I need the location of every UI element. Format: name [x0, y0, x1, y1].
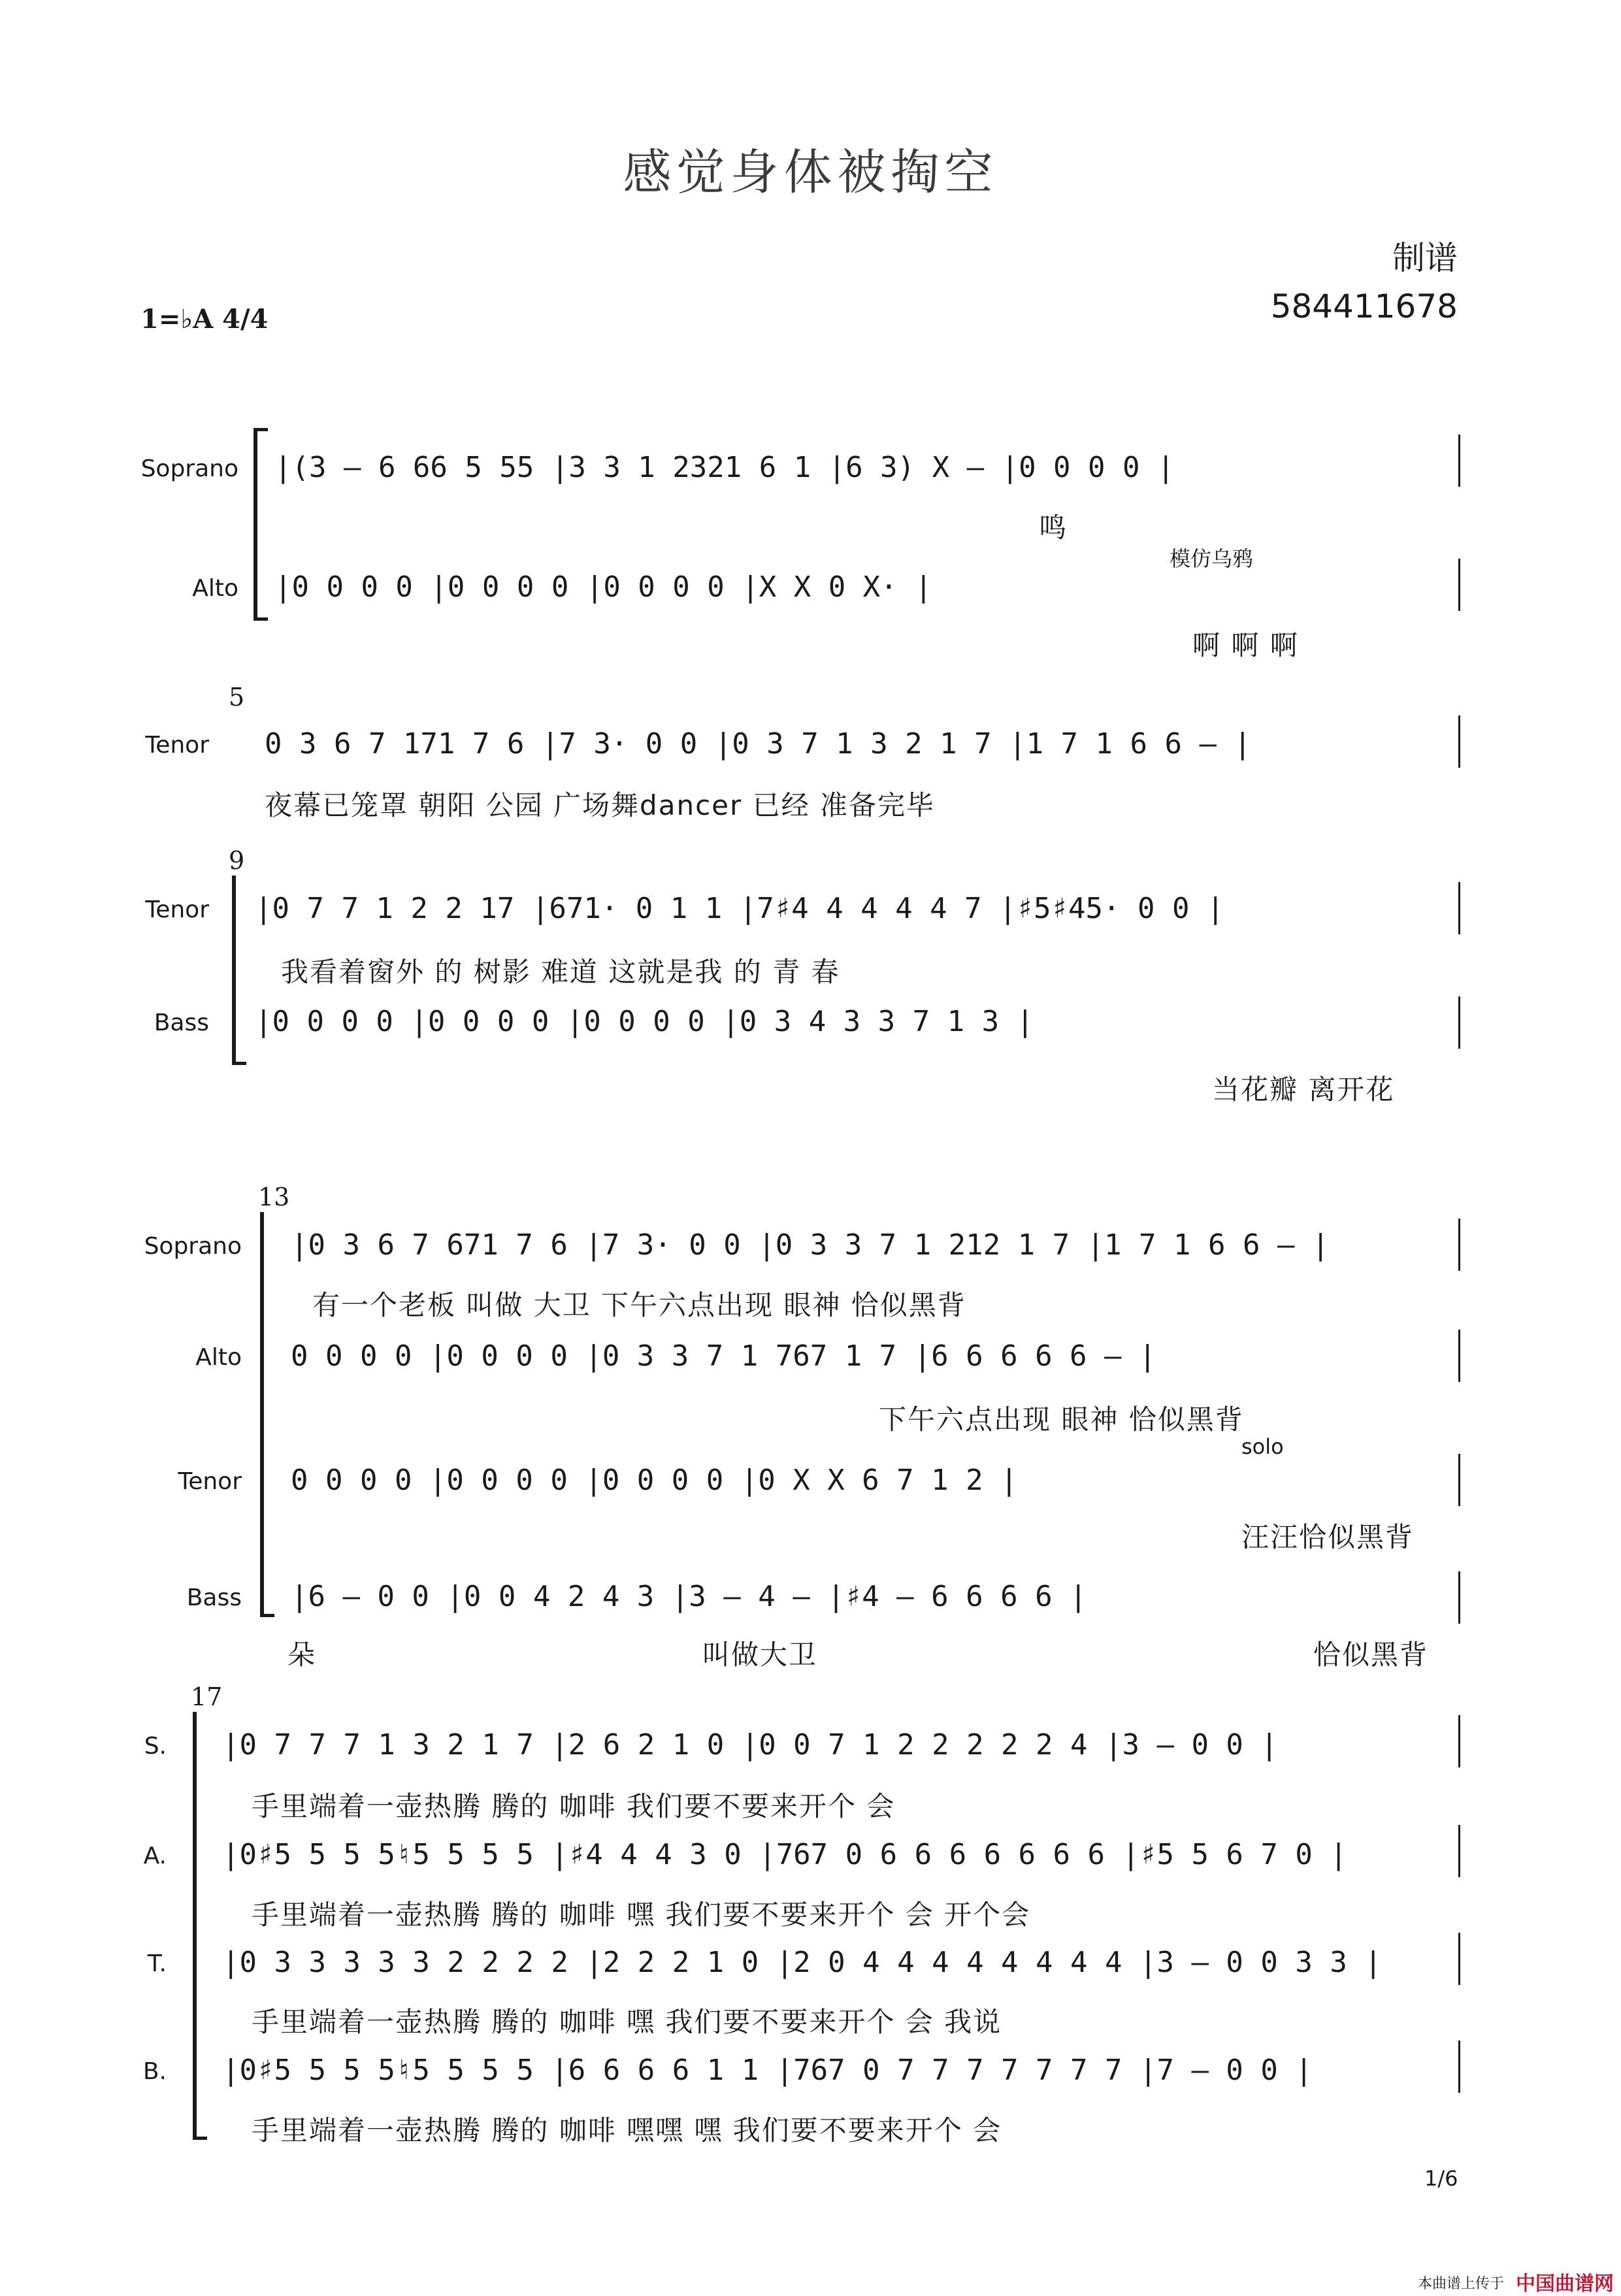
lyric-line: 手里端着一壶热腾 腾的 咖啡 嘿 我们要不要来开个 会 我说	[252, 2006, 1002, 2038]
bracket-cap	[254, 428, 268, 431]
lyric-line: 我看着窗外 的 树影 难道 这就是我 的 青 春	[281, 956, 840, 988]
site-logo: 中国曲谱网	[1516, 2272, 1614, 2295]
measure-number: 5	[229, 683, 245, 712]
barline	[1458, 1219, 1460, 1271]
notation-line: |0 7 7 1 2 2 17 |671· 0 1 1 |7♯4 4 4 4 4 7 |♯5♯45· 0 0 |	[255, 892, 1224, 925]
measure-number: 17	[191, 1682, 223, 1711]
barline	[1458, 559, 1460, 611]
lyric-line: 啊 啊 啊	[1192, 629, 1299, 661]
barline	[1458, 1715, 1460, 1767]
part-label: A.	[143, 1843, 167, 1869]
barline	[1458, 1330, 1460, 1382]
bracket-cap	[254, 617, 268, 621]
key-signature: 1=♭A 4/4	[140, 304, 269, 335]
lyric-line: 有一个老板 叫做 大卫 下午六点出现 眼神 恰似黑背	[312, 1289, 966, 1321]
notation-line: |0 0 0 0 |0 0 0 0 |0 0 0 0 |0 3 4 3 3 7 1 3 |	[255, 1005, 1034, 1038]
measure-number: 13	[258, 1183, 290, 1211]
credit-label: 制谱	[1392, 239, 1458, 277]
lyric-line: 手里端着一壶热腾 腾的 咖啡 我们要不要来开个 会	[252, 1790, 896, 1822]
barline	[1458, 1571, 1460, 1624]
part-label: Bass	[186, 1584, 242, 1611]
notation-line: |0♯5 5 5 5♮5 5 5 5 |6 6 6 6 1 1 |767 0 7 7 7 7 7 7 7 |7 – 0 0 |	[222, 2054, 1313, 2087]
lyric-line: 手里端着一壶热腾 腾的 咖啡 嘿嘿 嘿 我们要不要来开个 会	[252, 2114, 1002, 2146]
barline	[1458, 882, 1460, 934]
bracket-cap	[232, 1062, 246, 1065]
credit-id: 584411678	[1270, 287, 1458, 325]
notation-line: 0 3 6 7 171 7 6 |7 3· 0 0 |0 3 7 1 3 2 1 7 |1 7 1 6 6 – |	[265, 727, 1251, 761]
system-bracket	[260, 1212, 264, 1617]
bracket-cap	[193, 2137, 207, 2140]
lyric-line: 朵	[287, 1639, 317, 1671]
barline	[1458, 435, 1460, 487]
part-label: Tenor	[145, 896, 209, 923]
notation-line: |0 0 0 0 |0 0 0 0 |0 0 0 0 |X X 0 X· |	[274, 570, 932, 604]
part-label: Alto	[195, 1344, 242, 1371]
lyric-line: 汪汪恰似黑背	[1241, 1521, 1415, 1553]
barline	[1458, 1454, 1460, 1506]
system-bracket	[254, 431, 257, 621]
notation-line: |0 3 3 3 3 3 2 2 2 2 |2 2 2 1 0 |2 0 4 4 4 4 4 4 4 4 |3 – 0 0 3 3 |	[222, 1946, 1382, 1979]
notation-line: |0 3 6 7 671 7 6 |7 3· 0 0 |0 3 3 7 1 212 1 7 |1 7 1 6 6 – |	[291, 1228, 1330, 1262]
performance-annotation: 模仿乌鸦	[1170, 546, 1254, 571]
part-label: S.	[144, 1733, 167, 1760]
part-label: Tenor	[178, 1468, 242, 1495]
notation-line: |0♯5 5 5 5♮5 5 5 5 |♯4 4 4 3 0 |767 0 6 6 6 6 6 6 6 |♯5 5 6 7 0 |	[222, 1838, 1347, 1871]
barline	[1458, 996, 1460, 1049]
bracket-cap	[260, 1614, 274, 1617]
part-label: B.	[142, 2058, 167, 2085]
lyric-line: 下午六点出现 眼神 恰似黑背	[879, 1403, 1244, 1435]
part-label: Soprano	[140, 455, 238, 482]
notation-line: 0 0 0 0 |0 0 0 0 |0 0 0 0 |0 X X 6 7 1 2 |	[291, 1464, 1018, 1497]
barline	[1458, 1933, 1460, 1985]
notation-line: |0 7 7 7 1 3 2 1 7 |2 6 2 1 0 |0 0 7 1 2 2 2 2 2 4 |3 – 0 0 |	[222, 1728, 1278, 1762]
part-label: T.	[147, 1950, 167, 1977]
part-label: Alto	[192, 575, 238, 602]
system-bracket	[193, 1712, 197, 2140]
barline	[1458, 2041, 1460, 2093]
notation-line: |6 – 0 0 |0 0 4 2 4 3 |3 – 4 – |♯4 – 6 6 6 6 |	[291, 1580, 1087, 1613]
system-bracket	[232, 876, 236, 1065]
measure-number: 9	[229, 846, 245, 875]
part-label: Soprano	[144, 1233, 242, 1260]
lyric-line: 叫做大卫	[702, 1639, 818, 1671]
footer-text: 本曲谱上传于	[1418, 2276, 1505, 2292]
part-label: Tenor	[145, 732, 209, 759]
lyric-line: 鸣	[1039, 512, 1068, 544]
lyric-line: 手里端着一壶热腾 腾的 咖啡 嘿 我们要不要来开个 会 开个会	[252, 1899, 1031, 1931]
part-label: Bass	[154, 1009, 209, 1036]
notation-line: |(3 – 6 66 5 55 |3 3 1 2321 6 1 |6 3) X – |0 0 0 0 |	[274, 451, 1175, 484]
barline	[1458, 715, 1460, 768]
performance-annotation: solo	[1241, 1434, 1284, 1459]
lyric-line: 夜幕已笼罩 朝阳 公园 广场舞dancer 已经 准备完毕	[265, 789, 935, 821]
barline	[1458, 1825, 1460, 1877]
lyric-line: 当花瓣 离开花	[1212, 1074, 1395, 1106]
notation-line: 0 0 0 0 |0 0 0 0 |0 3 3 7 1 767 1 7 |6 6 6 6 6 – |	[291, 1339, 1156, 1373]
page-number: 1/6	[1424, 2166, 1458, 2191]
page-title: 感觉身体被掏空	[623, 144, 998, 201]
lyric-line: 恰似黑背	[1313, 1639, 1429, 1671]
